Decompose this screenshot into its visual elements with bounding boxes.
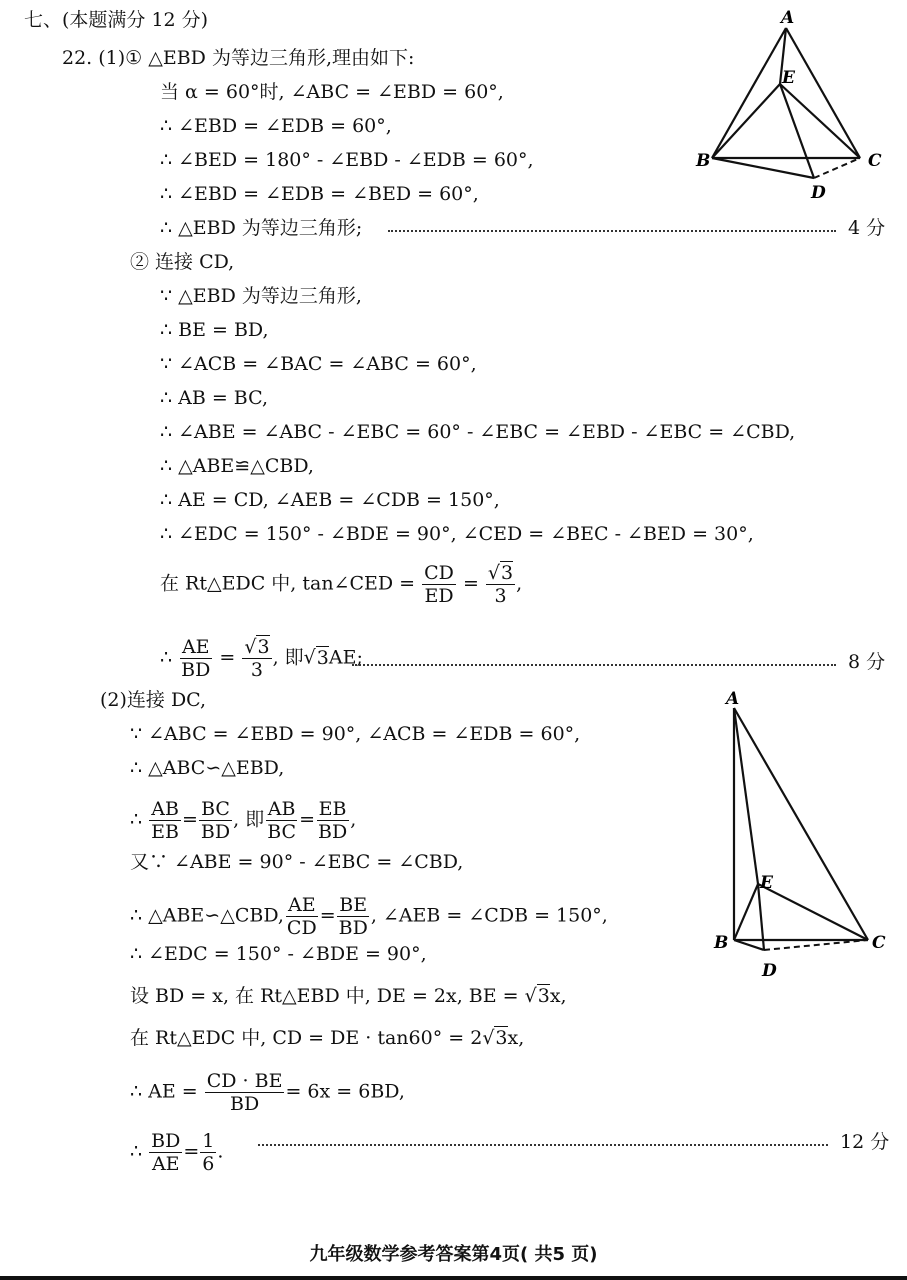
numerator: √3 (487, 562, 514, 584)
part1-step: ∴ ∠BED = 180° - ∠EBD - ∠EDB = 60°, (160, 149, 534, 171)
fraction (337, 894, 370, 939)
text: x, (507, 1027, 525, 1049)
numerator: √3 (244, 636, 270, 658)
part2-final-line (130, 1130, 223, 1175)
denominator: BD (317, 821, 348, 843)
sqrt-radicand: 3 (257, 636, 270, 658)
segment-ac (786, 28, 860, 158)
score-leader-dots (352, 664, 836, 666)
denominator: 3 (250, 659, 263, 681)
part1-step: ∴ AE = CD, ∠AEB = ∠CDB = 150°, (160, 489, 500, 511)
text: , 即 (233, 808, 265, 831)
text: ∴ AE = (130, 1080, 198, 1103)
part2-step: 设 BD = x, 在 Rt△EBD 中, DE = 2x, BE = √3x, (130, 985, 567, 1007)
segment-bd (712, 158, 814, 178)
denominator: BD (181, 659, 211, 681)
fraction (205, 1070, 285, 1115)
segment-be (712, 84, 780, 158)
denominator: CD (286, 917, 317, 939)
score-8: 8 分 (848, 651, 886, 673)
part1-step: ∵ ∠ACB = ∠BAC = ∠ABC = 60°, (160, 353, 477, 375)
numerator: BE (339, 894, 368, 916)
sqrt-radicand: 3 (316, 646, 329, 669)
part1-tan-line (160, 562, 522, 607)
page-footer: 九年级数学参考答案第4页( 共5 页) (309, 1244, 598, 1265)
segment-be (734, 884, 758, 940)
vertex-label-c: C (872, 933, 886, 953)
denominator: 3 (494, 585, 507, 607)
text: , 即 (272, 646, 304, 669)
part1-lead: 22. (1)① △EBD 为等边三角形,理由如下: (62, 47, 415, 69)
fraction (242, 636, 271, 681)
fraction (285, 894, 319, 939)
part2-similar-line: ∴ △ABE∽△CBD, $\frac{AE}{CD}$ = $\frac{BE}{BD}$ , ∠AEB = ∠CDB = 150°, (130, 894, 608, 939)
vertex-label-b: B (714, 933, 729, 953)
fraction (486, 562, 515, 607)
numerator: AB (267, 798, 296, 820)
segment-cd-dashed (764, 940, 868, 950)
part1-step: ∴ ∠EBD = ∠EDB = ∠BED = 60°, (160, 183, 479, 205)
denominator: 6 (202, 1153, 215, 1175)
vertex-label-e: E (782, 68, 795, 88)
sqrt-radicand: 3 (537, 985, 550, 1007)
part2-step: ∵ ∠ABC = ∠EBD = 90°, ∠ACB = ∠EDB = 60°, (130, 723, 581, 745)
text: AE; (328, 646, 363, 669)
text: = (462, 572, 479, 595)
fraction (422, 562, 456, 607)
fraction (199, 798, 232, 843)
part1-step: 当 α = 60°时, ∠ABC = ∠EBD = 60°, (160, 81, 504, 103)
part1-step: ∴ ∠EDC = 150° - ∠BDE = 90°, ∠CED = ∠BEC - ∠BED = 30°, (160, 523, 754, 545)
text: ∴ △ABE∽△CBD, (130, 904, 284, 927)
text: ∴ (130, 808, 143, 831)
text: , (350, 808, 357, 831)
vertex-label-d: D (762, 961, 777, 981)
vertex-label-a: A (781, 8, 795, 28)
score-12: 12 分 (840, 1131, 890, 1153)
vertex-label-a: A (726, 689, 740, 709)
fraction (200, 1130, 216, 1175)
segment-ae (734, 708, 758, 884)
numerator: AE (181, 636, 210, 658)
sqrt-radicand: 3 (495, 1027, 508, 1049)
figure-2-diagram (700, 686, 900, 986)
fraction (149, 798, 181, 843)
numerator: CD · BE (206, 1070, 283, 1092)
part1-step: ∴ ∠EBD = ∠EDB = 60°, (160, 115, 392, 137)
denominator: EB (151, 821, 179, 843)
figure-1-diagram (690, 6, 895, 206)
segment-ec (780, 84, 860, 158)
text: 在 Rt△EDC 中, tan∠CED = (160, 572, 416, 595)
part1-step: ∴ △EBD 为等边三角形; (160, 217, 363, 239)
text: ∴ (130, 1140, 143, 1163)
part1-step: ∴ BE = BD, (160, 319, 269, 341)
part2-step: ∴ △ABC∽△EBD, (130, 757, 285, 779)
fraction (149, 1130, 182, 1175)
part1-step: ∴ △ABE≌△CBD, (160, 455, 314, 477)
text: ∴ (160, 646, 173, 669)
part2-ratio-line: ∴ $\frac{AB}{EB}$ = $\frac{BC}{BD}$ , 即 $\frac{AB}{BC}$ = $\frac{EB}{BD}$ , (130, 798, 357, 843)
text: . (217, 1140, 224, 1163)
vertex-label-c: C (868, 151, 882, 171)
part2-lead: (2)连接 DC, (100, 689, 207, 711)
denominator: BD (230, 1093, 260, 1115)
part2-ae-line (130, 1070, 405, 1115)
vertex-label-e: E (760, 873, 773, 893)
numerator: AB (151, 798, 179, 820)
text: = (183, 1140, 200, 1163)
part1-step: ∵ △EBD 为等边三角形, (160, 285, 362, 307)
denominator: AE (151, 1153, 180, 1175)
part1-step: ∴ AB = BC, (160, 387, 269, 409)
vertex-label-b: B (696, 151, 711, 171)
denominator: BD (200, 821, 231, 843)
fraction (316, 798, 349, 843)
vertex-label-d: D (811, 183, 826, 203)
segment-ed (780, 84, 814, 178)
section-header: 七、(本题满分 12 分) (24, 9, 209, 31)
text: 设 BD = x, 在 Rt△EBD 中, DE = 2x, BE = (130, 985, 519, 1007)
score-leader-dots (258, 1144, 828, 1146)
part1-conclusion-line: ∴ $\frac{AE}{BD}$ = $\frac{√3}{3}$ , 即√3AE; (160, 636, 363, 681)
text: 在 Rt△EDC 中, CD = DE · tan60° = 2 (130, 1027, 483, 1049)
part2-step: 又∵ ∠ABE = 90° - ∠EBC = ∠CBD, (130, 851, 464, 873)
numerator: BD (151, 1130, 181, 1152)
denominator: BC (267, 821, 297, 843)
text: = (219, 646, 236, 669)
sqrt-radicand: 3 (501, 562, 514, 584)
numerator: 1 (202, 1130, 215, 1152)
text: x, (549, 985, 567, 1007)
segment-cd-dashed (814, 158, 860, 178)
denominator: BD (338, 917, 368, 939)
score-leader-dots (388, 230, 836, 232)
fraction (265, 798, 298, 843)
fraction (179, 636, 212, 681)
segment-bd (734, 940, 764, 950)
text: = 6x = 6BD, (285, 1080, 405, 1103)
numerator: CD (424, 562, 454, 584)
part2-step: ∴ ∠EDC = 150° - ∠BDE = 90°, (130, 943, 427, 965)
text: , (516, 572, 523, 595)
numerator: EB (318, 798, 347, 820)
numerator: BC (201, 798, 230, 820)
part1-step: ∴ ∠ABE = ∠ABC - ∠EBC = 60° - ∠EBC = ∠EBD - ∠EBC = ∠CBD, (160, 421, 796, 443)
bottom-border (0, 1276, 907, 1280)
segment-ab (712, 28, 786, 158)
denominator: ED (424, 585, 454, 607)
score-4: 4 分 (848, 217, 886, 239)
text: , ∠AEB = ∠CDB = 150°, (370, 904, 608, 927)
part2-step: 在 Rt△EDC 中, CD = DE · tan60° = 2√3x, (130, 1027, 525, 1049)
numerator: AE (288, 894, 316, 916)
part1-sub2-lead: ② 连接 CD, (130, 251, 235, 273)
